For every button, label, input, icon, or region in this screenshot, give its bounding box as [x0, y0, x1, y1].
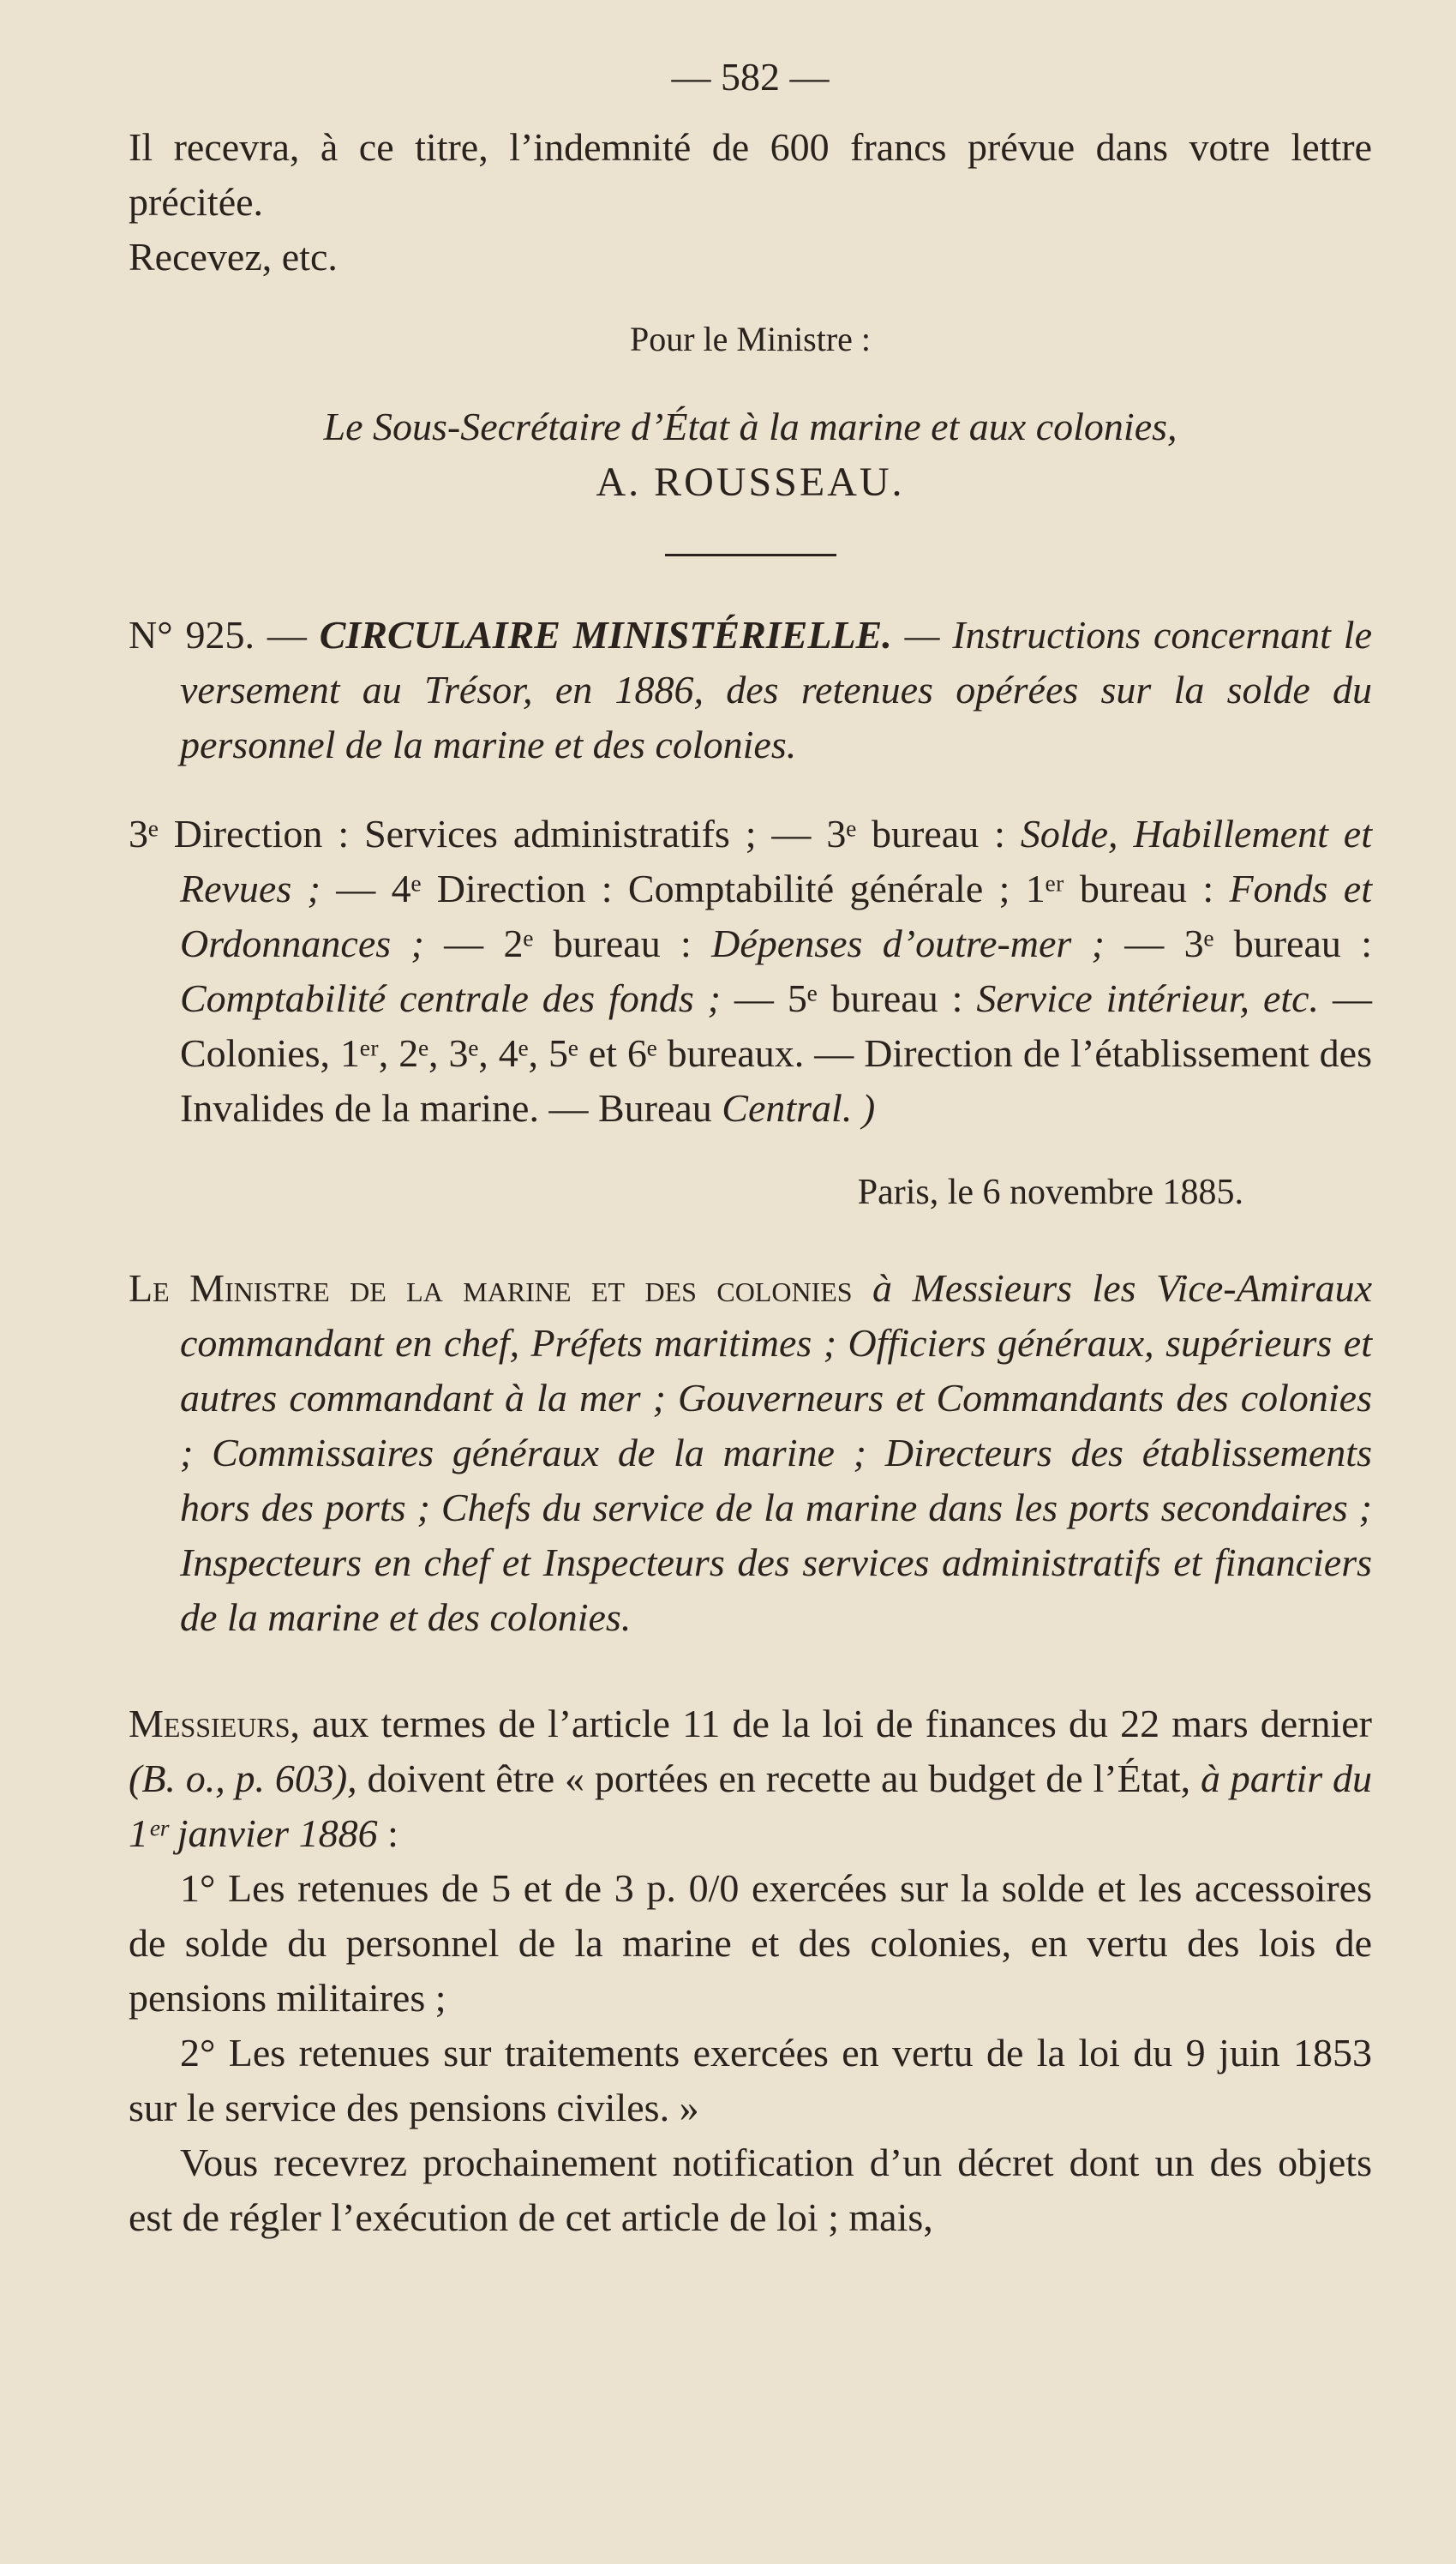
signature-pour: Pour le Ministre :	[629, 320, 872, 358]
circular-heading	[129, 608, 1372, 772]
addressee-block	[129, 1261, 1372, 1645]
messieurs-ref: (B. o., p. 603),	[129, 1756, 357, 1800]
paragraph-messieurs	[129, 1696, 1372, 1861]
section-divider	[665, 554, 836, 556]
direction-list	[129, 807, 1372, 1136]
closing-formula: Recevez, etc.	[129, 235, 338, 279]
list-item-1: 1° Les retenues de 5 et de 3 p. 0/0 exercées sur la solde et les accessoires de solde du personnel de la marine et des colonies, en vertu des lois de pensions militaires ;	[129, 1866, 1372, 2020]
messieurs-text-1: aux termes de l’article 11 de la loi de finances du 22 mars dernier	[300, 1702, 1372, 1745]
date-line: Paris, le 6 novembre 1885.	[857, 1173, 1243, 1212]
direction-text-4: — 3ᵉ bureau :	[1104, 922, 1372, 965]
messieurs-text-2: doivent être « portées en recette au budget de l’État,	[357, 1756, 1201, 1800]
addressee-sender: Le Ministre de la marine et des colonies	[129, 1266, 853, 1310]
direction-italic-4: Comptabilité centrale des fonds ;	[180, 976, 721, 1020]
direction-text-5: — 5ᵉ bureau :	[720, 976, 977, 1020]
direction-italic-5: Service intérieur, etc.	[976, 976, 1320, 1020]
page-number: — 582 —	[671, 55, 830, 99]
direction-italic-2: Fonds et Ordonnances ;	[180, 867, 1372, 965]
addressee-recipients: à Messieurs les Vice-Amiraux commandant en chef, Préfets maritimes ; Officiers généraux, supérieurs et autres commandant à la mer ; Gouverneurs et Commandants des colonies ; Commissaires généraux de la marine ; Directeurs des établissements hors des ports ; Chefs du service de la marine dans les ports secondaires ; Inspecteurs en chef et Inspecteurs des services administratifs et financiers de la marine et des colonies.	[180, 1266, 1373, 1639]
messieurs-date: à partir du 1ᵉʳ janvier 1886	[129, 1756, 1372, 1855]
direction-text-7: )	[852, 1086, 876, 1130]
direction-text-6: — Colonies, 1ᵉʳ, 2ᵉ, 3ᵉ, 4ᵉ, 5ᵉ et 6ᵉ bureaux. — Direction de l’établissement des Invalides de la marine. — Bureau	[180, 976, 1372, 1130]
signature-role: Le Sous-Secrétaire d’État à la marine et aux colonies,	[323, 405, 1177, 448]
paragraph-indemnity: Il recevra, à ce titre, l’indemnité de 600 francs prévue dans votre lettre précitée.	[129, 125, 1372, 224]
circular-number: N° 925. —	[129, 613, 307, 657]
messieurs-text-3: :	[377, 1811, 398, 1855]
direction-italic-3: Dépenses d’outre-mer ;	[711, 922, 1105, 965]
salutation: Messieurs,	[129, 1702, 300, 1745]
signature-name: A. ROUSSEAU.	[596, 459, 905, 505]
direction-text-1: 3ᵉ Direction : Services administratifs ; — 3ᵉ bureau :	[129, 812, 1021, 856]
paragraph-final: Vous recevrez prochainement notification d’un décret dont un des objets est de régler l’exécution de cet article de loi ; mais,	[129, 2141, 1372, 2239]
list-item-2: 2° Les retenues sur traitements exercées en vertu de la loi du 9 juin 1853 sur le service des pensions civiles. »	[129, 2031, 1372, 2129]
direction-italic-6: Central.	[722, 1086, 853, 1130]
direction-text-2: — 4ᵉ Direction : Comptabilité générale ; 1ᵉʳ bureau :	[320, 867, 1230, 910]
circular-subject: — Instructions concernant le versement au Trésor, en 1886, des retenues opérées sur la solde du personnel de la marine et des colonies.	[180, 613, 1372, 766]
direction-text-3: — 2ᵉ bureau :	[423, 922, 712, 965]
circular-title: CIRCULAIRE MINISTÉRIELLE.	[319, 613, 892, 657]
direction-italic-1: Solde, Habillement et Revues ;	[180, 812, 1372, 910]
